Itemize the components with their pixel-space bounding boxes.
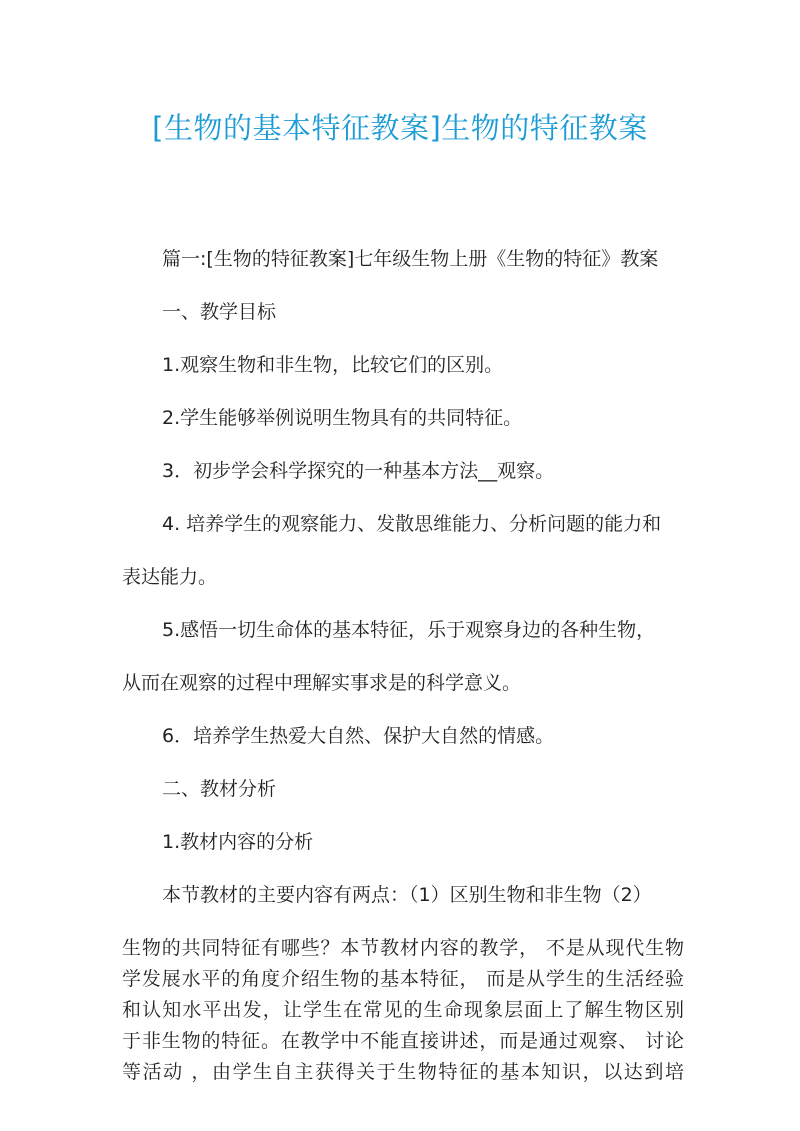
subheading-content-analysis: 1.教材内容的分析 [162, 831, 314, 853]
objective-item-5-line1: 5.感悟一切生命体的基本特征，乐于观察身边的各种生物， [162, 619, 656, 641]
objective-item-4-line1: 4. 培养学生的观察能力、发散思维能力、分析问题的能力和 [162, 513, 662, 535]
paragraph-line-1: 本节教材的主要内容有两点：（1）区别生物和非生物（2） [162, 884, 652, 906]
section-heading-analysis: 二、教材分析 [162, 778, 277, 800]
paragraph-line-3: 学发展水平的角度介绍生物的基本特征， 而是从学生的生活经验 [122, 968, 684, 990]
section-heading-part1: 篇一:[生物的特征教案]七年级生物上册《生物的特征》教案 [162, 248, 659, 270]
paragraph-line-6: 等活动 ，由学生自主获得关于生物特征的基本知识，以达到培 [122, 1061, 684, 1083]
section-heading-objectives: 一、教学目标 [162, 301, 277, 323]
objective-item-3: 3．初步学会科学探究的一种基本方法__观察。 [162, 460, 555, 482]
paragraph-line-5: 于非生物的特征。在教学中不能直接讲述，而是通过观察、 讨论 [122, 1030, 684, 1052]
objective-item-2: 2.学生能够举例说明生物具有的共同特征。 [162, 407, 523, 429]
document-title: [生物的基本特征教案]生物的特征教案 [152, 111, 648, 145]
objective-item-4-line2: 表达能力。 [122, 566, 218, 588]
objective-item-5-line2: 从而在观察的过程中理解实事求是的科学意义。 [122, 672, 522, 694]
document-body [122, 244, 684, 1088]
paragraph-line-2: 生物的共同特征有哪些？本节教材内容的教学， 不是从现代生物 [122, 937, 684, 959]
objective-item-1: 1.观察生物和非生物，比较它们的区别。 [162, 354, 504, 376]
objective-item-6: 6．培养学生热爱大自然、保护大自然的情感。 [162, 725, 555, 747]
paragraph-line-4: 和认知水平出发，让学生在常见的生命现象层面上了解生物区别 [122, 999, 684, 1021]
